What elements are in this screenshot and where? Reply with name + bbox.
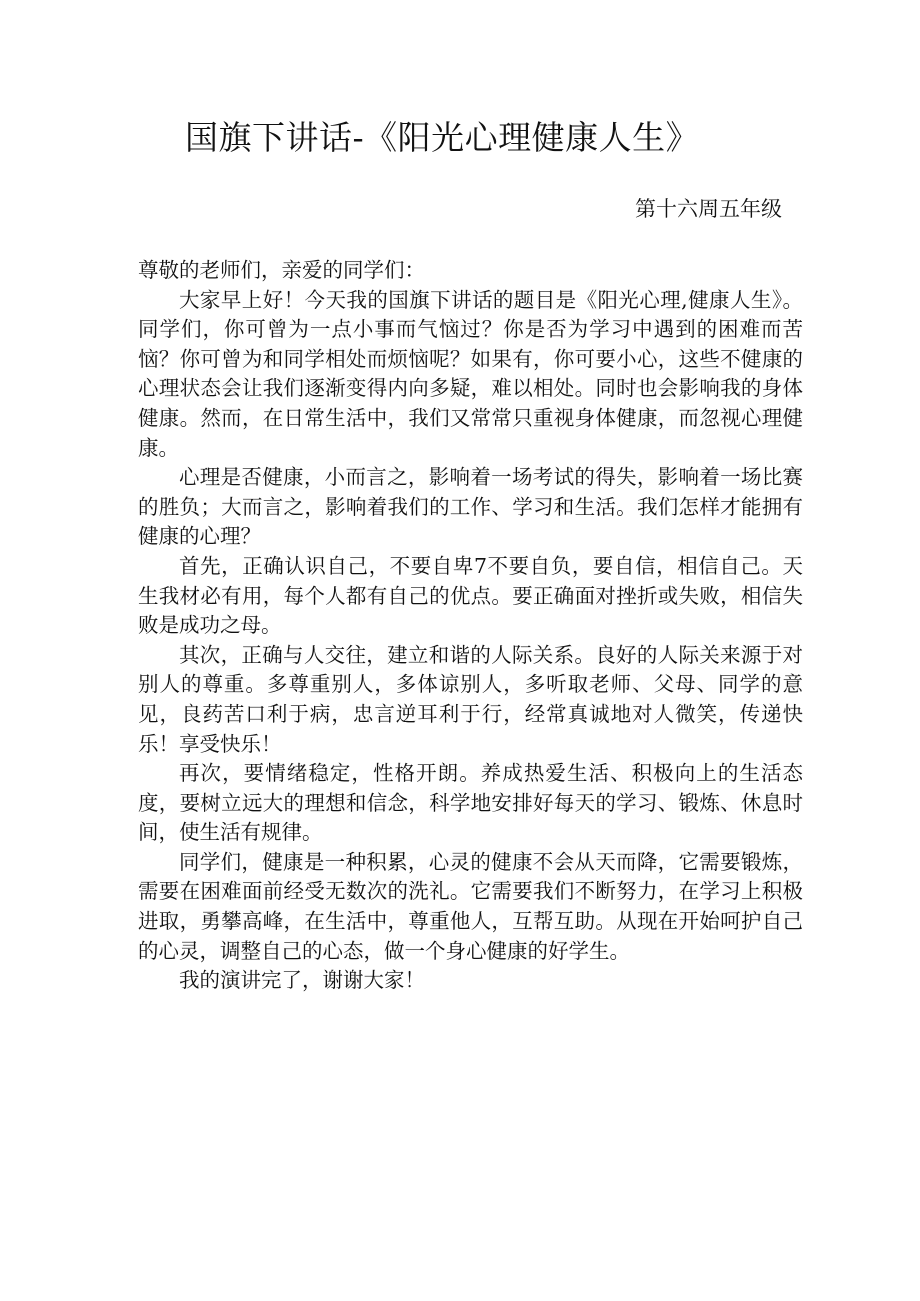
paragraph-second-point: 其次，正确与人交往，建立和谐的人际关系。良好的人际关来源于对别人的尊重。多尊重别人，多体谅别人，多听取老师、父母、同学的意见，良药苦口利于病，忠言逆耳利于行，经常真诚地对人微笑，传递快乐！享受快乐！ <box>138 642 803 756</box>
paragraph-third-point: 再次，要情绪稳定，性格开朗。养成热爱生活、积极向上的生活态度，要树立远大的理想和信念，科学地安排好每天的学习、锻炼、休息时间，使生活有规律。 <box>138 761 803 845</box>
document-title: 国旗下讲话-《阳光心理健康人生》 <box>185 118 700 157</box>
paragraph-importance: 心理是否健康，小而言之，影响着一场考试的得失，影响着一场比赛的胜负；大而言之，影响着我们的工作、学习和生活。我们怎样才能拥有健康的心理？ <box>138 465 803 549</box>
speech-body <box>138 256 803 996</box>
paragraph-closing: 我的演讲完了，谢谢大家！ <box>179 968 425 993</box>
salutation: 尊敬的老师们，亲爱的同学们： <box>138 258 425 282</box>
document-byline: 第十六周五年级 <box>635 197 782 221</box>
paragraph-first-point: 首先，正确认识自己，不要自卑7不要自负，要自信，相信自己。天生我材必有用，每个人都有自己的优点。要正确面对挫折或失败，相信失败是成功之母。 <box>138 553 803 638</box>
paragraph-conclusion: 同学们，健康是一种积累，心灵的健康不会从天而降，它需要锻炼，需要在困难面前经受无数次的洗礼。它需要我们不断努力，在学习上积极进取，勇攀高峰，在生活中，尊重他人，互帮互助。从现在开始呵护自己的心灵，调整自己的心态，做一个身心健康的好学生。 <box>138 849 803 963</box>
paragraph-greeting: 大家早上好！今天我的国旗下讲话的题目是《阳光心理,健康人生》。同学们，你可曾为一点小事而气恼过？你是否为学习中遇到的困难而苦恼？你可曾为和同学相处而烦恼呢？如果有，你可要小心，这些不健康的心理状态会让我们逐渐变得内向多疑，难以相处。同时也会影响我的身体健康。然而，在日常生活中，我们又常常只重视身体健康，而忽视心理健康。 <box>138 287 803 460</box>
